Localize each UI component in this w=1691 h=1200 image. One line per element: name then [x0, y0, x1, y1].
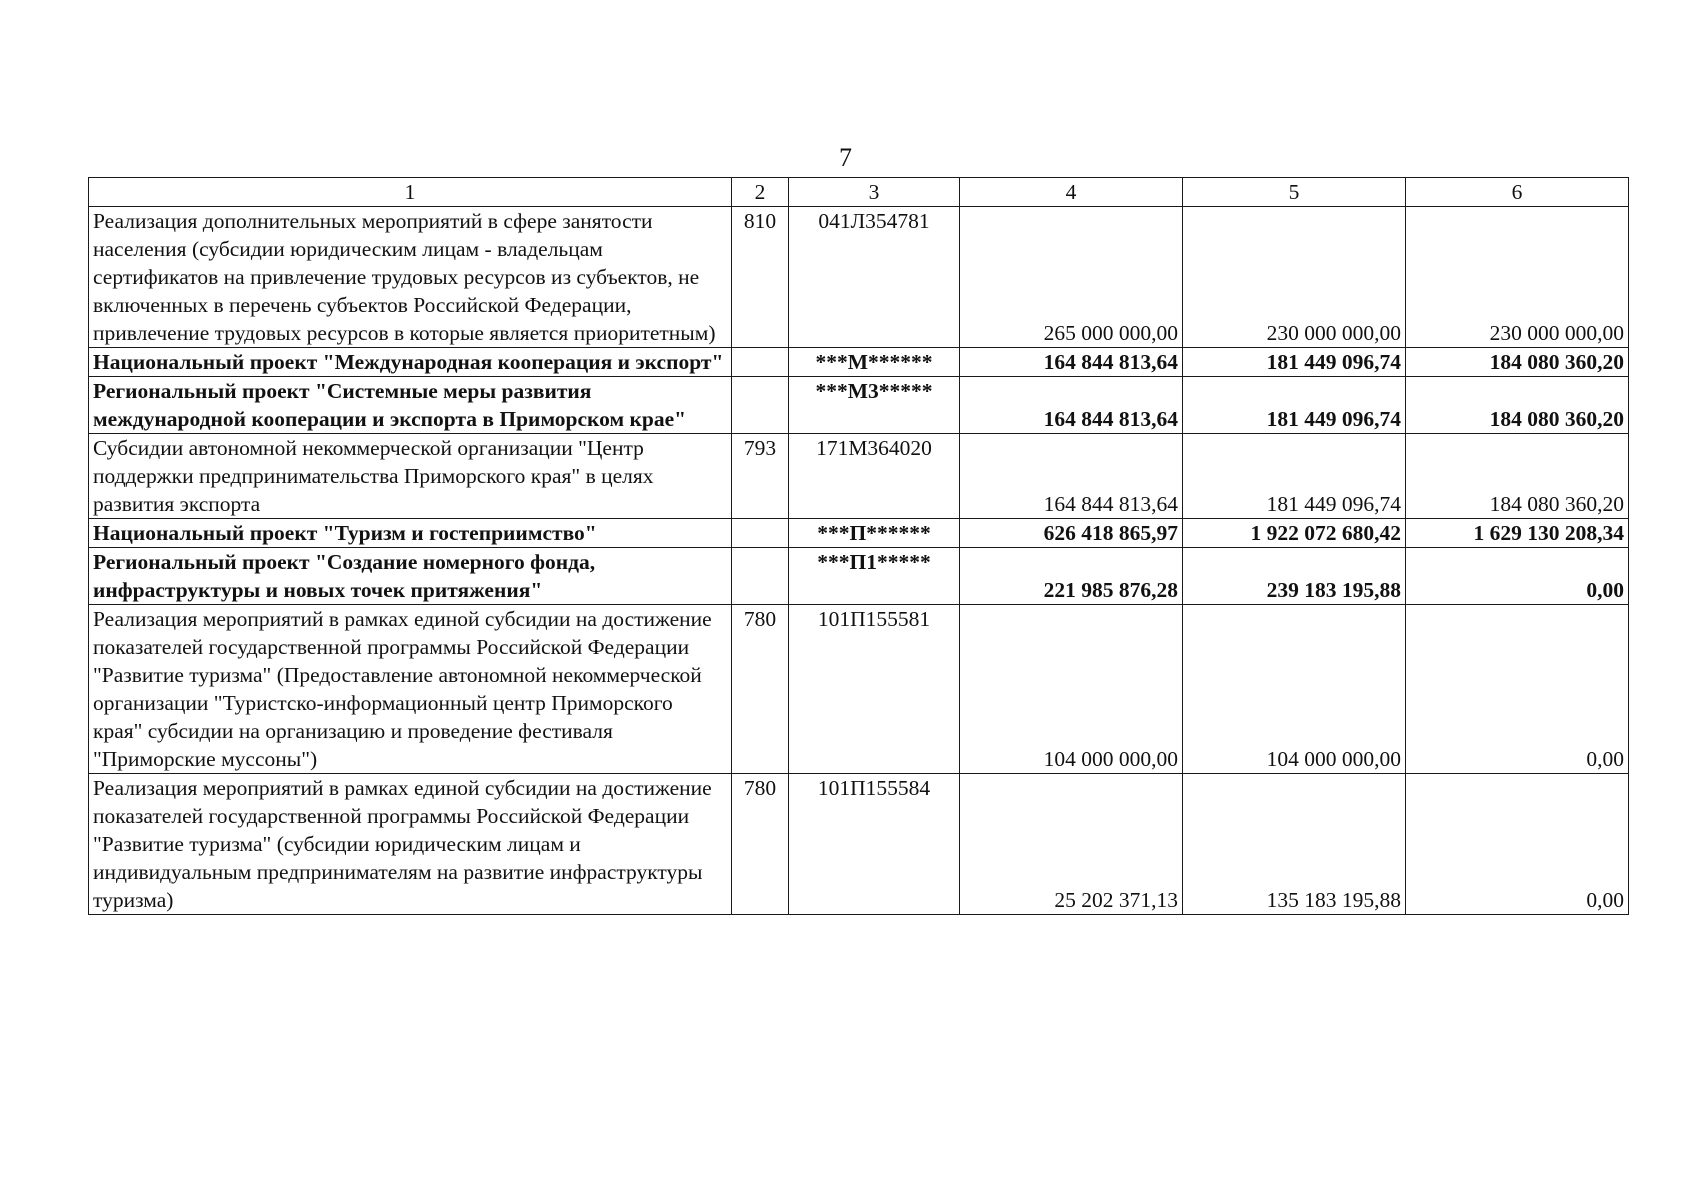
row-amount-col6: 0,00: [1406, 605, 1629, 774]
budget-table: [88, 177, 1629, 915]
row-amount-col4: 626 418 865,97: [960, 519, 1183, 548]
table-row: [89, 377, 1629, 434]
row-amount-col5: 104 000 000,00: [1183, 605, 1406, 774]
row-ved-code: 780: [732, 774, 789, 915]
row-ved-code: 780: [732, 605, 789, 774]
row-amount-col6: 184 080 360,20: [1406, 377, 1629, 434]
row-target-article: ***П******: [789, 519, 960, 548]
row-amount-col6: 1 629 130 208,34: [1406, 519, 1629, 548]
table-row: [89, 605, 1629, 774]
row-amount-col6: 230 000 000,00: [1406, 207, 1629, 348]
row-amount-col4: 104 000 000,00: [960, 605, 1183, 774]
row-amount-col6: 0,00: [1406, 548, 1629, 605]
header-row: [89, 178, 1629, 207]
row-amount-col5: 181 449 096,74: [1183, 434, 1406, 519]
table-row: [89, 207, 1629, 348]
row-target-article: ***П1*****: [789, 548, 960, 605]
row-description: Реализация мероприятий в рамках единой субсидии на достижение показателей государственной программы Российской Федерации "Развитие туризма" (Предоставление автономной некоммерческой организации "Туристско-информационный центр Приморского края" субсидии на организацию и проведение фестиваля "Приморские муссоны"): [89, 605, 732, 774]
page-number: 7: [839, 143, 852, 172]
row-description: Региональный проект "Системные меры развития международной кооперации и экспорта в Приморском крае": [89, 377, 732, 434]
row-amount-col5: 181 449 096,74: [1183, 348, 1406, 377]
row-ved-code: [732, 519, 789, 548]
row-target-article: 101П155581: [789, 605, 960, 774]
row-amount-col5: 239 183 195,88: [1183, 548, 1406, 605]
table-row: [89, 348, 1629, 377]
row-description: Национальный проект "Международная кооперация и экспорт": [89, 348, 732, 377]
row-amount-col4: 265 000 000,00: [960, 207, 1183, 348]
row-ved-code: [732, 548, 789, 605]
row-description: Региональный проект "Создание номерного фонда, инфраструктуры и новых точек притяжения": [89, 548, 732, 605]
header-col-2: 2: [732, 178, 789, 207]
row-amount-col4: 164 844 813,64: [960, 348, 1183, 377]
row-description: Реализация дополнительных мероприятий в сфере занятости населения (субсидии юридическим лицам - владельцам сертификатов на привлечение трудовых ресурсов из субъектов, не включенных в перечень субъектов Российской Федерации, привлечение трудовых ресурсов в которые является приоритетным): [89, 207, 732, 348]
row-description: Национальный проект "Туризм и гостеприимство": [89, 519, 732, 548]
row-target-article: 101П155584: [789, 774, 960, 915]
row-amount-col5: 1 922 072 680,42: [1183, 519, 1406, 548]
row-description: Реализация мероприятий в рамках единой субсидии на достижение показателей государственной программы Российской Федерации "Развитие туризма" (субсидии юридическим лицам и индивидуальным предпринимателям на развитие инфраструктуры туризма): [89, 774, 732, 915]
table-row: [89, 519, 1629, 548]
row-amount-col6: 0,00: [1406, 774, 1629, 915]
row-amount-col6: 184 080 360,20: [1406, 348, 1629, 377]
row-amount-col4: 25 202 371,13: [960, 774, 1183, 915]
row-amount-col5: 135 183 195,88: [1183, 774, 1406, 915]
header-col-6: 6: [1406, 178, 1629, 207]
header-col-5: 5: [1183, 178, 1406, 207]
header-col-4: 4: [960, 178, 1183, 207]
row-target-article: ***М******: [789, 348, 960, 377]
table-row: [89, 434, 1629, 519]
row-amount-col6: 184 080 360,20: [1406, 434, 1629, 519]
row-target-article: ***М3*****: [789, 377, 960, 434]
row-target-article: 041Л354781: [789, 207, 960, 348]
row-ved-code: 810: [732, 207, 789, 348]
row-amount-col4: 164 844 813,64: [960, 377, 1183, 434]
row-amount-col4: 164 844 813,64: [960, 434, 1183, 519]
row-description: Субсидии автономной некоммерческой организации "Центр поддержки предпринимательства Приморского края" в целях развития экспорта: [89, 434, 732, 519]
table-row: [89, 548, 1629, 605]
header-col-1: 1: [89, 178, 732, 207]
table-row: [89, 774, 1629, 915]
row-target-article: 171М364020: [789, 434, 960, 519]
header-col-3: 3: [789, 178, 960, 207]
row-amount-col5: 181 449 096,74: [1183, 377, 1406, 434]
row-ved-code: 793: [732, 434, 789, 519]
row-ved-code: [732, 348, 789, 377]
row-amount-col4: 221 985 876,28: [960, 548, 1183, 605]
row-ved-code: [732, 377, 789, 434]
row-amount-col5: 230 000 000,00: [1183, 207, 1406, 348]
